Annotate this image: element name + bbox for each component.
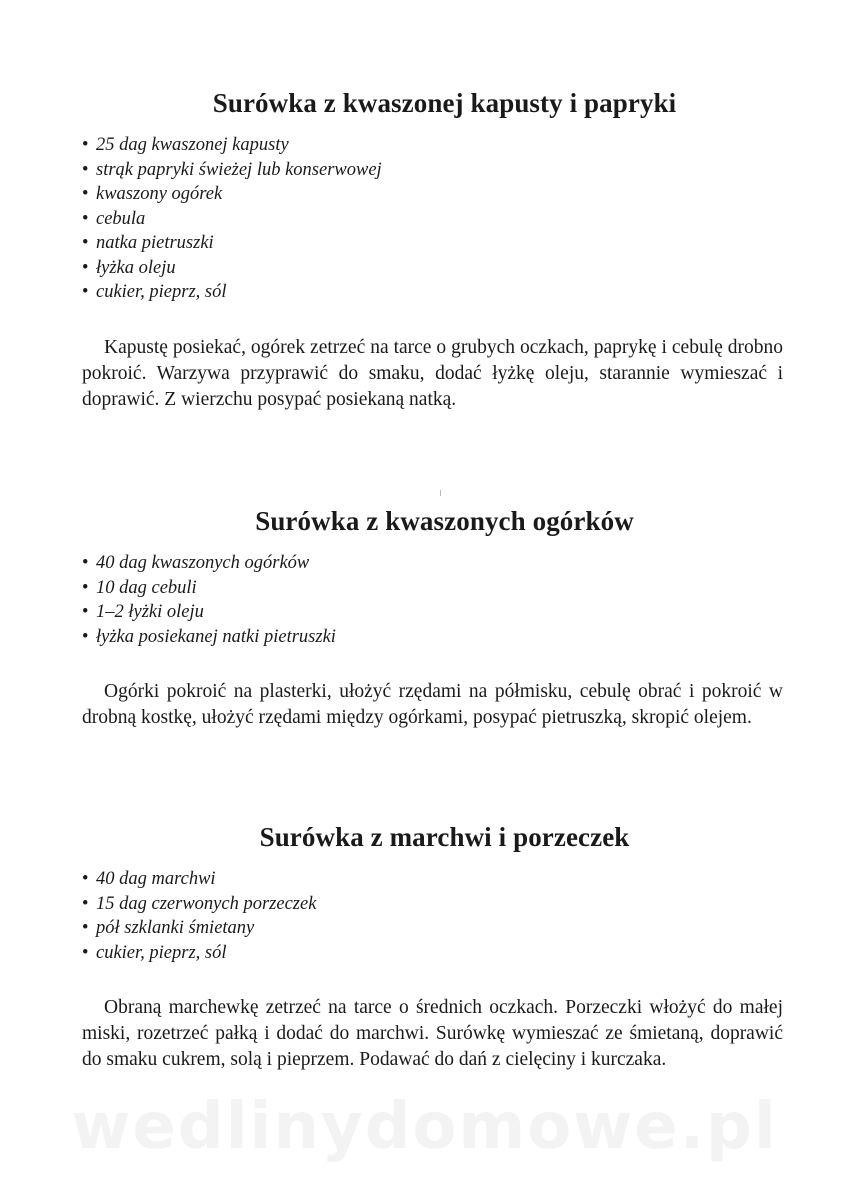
ingredient-list <box>0 867 849 965</box>
recipe-ogorki <box>0 506 849 731</box>
ingredient-item: • łyżka oleju <box>82 256 849 281</box>
ingredient-item: • 15 dag czerwonych porzeczek <box>82 892 849 917</box>
bullet-icon: • <box>82 602 89 622</box>
bullet-icon: • <box>82 208 89 229</box>
ingredient-item: • 10 dag cebuli <box>82 576 849 601</box>
bullet-icon: • <box>82 282 89 302</box>
recipe-instructions: Ogórki pokroić na plasterki, ułożyć rzędami na półmisku, cebulę obrać i pokroić w drobną kostkę, ułożyć rzędami między ogórkami, posypać pietruszką, skropić olejem. <box>82 681 783 728</box>
recipe-instructions: Obraną marchewkę zetrzeć na tarce o średnich oczkach. Porzeczki włożyć do małej miski, rozetrzeć pałką i dodać do marchwi. Surówkę wymieszać ze śmietaną, doprawić do smaku cukrem, solą i pieprzem. Podawać do dań z cielęciny i kurczaka. <box>82 997 783 1070</box>
ingredient-item: • natka pietruszki <box>82 231 849 256</box>
recipe-kapusta-papryka <box>0 88 849 413</box>
ingredient-item: • łyżka posiekanej natki pietruszki <box>82 625 849 650</box>
scan-speck <box>440 490 441 496</box>
bullet-icon: • <box>82 918 89 938</box>
bullet-icon: • <box>82 577 89 598</box>
bullet-icon: • <box>82 553 89 573</box>
ingredient-item: • 25 dag kwaszonej kapusty <box>82 133 849 158</box>
bullet-icon: • <box>82 893 89 914</box>
ingredient-list <box>0 133 849 305</box>
bullet-icon: • <box>82 233 89 253</box>
bullet-icon: • <box>82 184 89 204</box>
recipe-instructions: Kapustę posiekać, ogórek zetrzeć na tarce o grubych oczkach, paprykę i cebulę drobno pokroić. Warzywa przyprawić do smaku, dodać łyżkę oleju, starannie wymieszać i doprawić. Z wierzchu posypać posiekaną natką. <box>82 336 783 410</box>
bullet-icon: • <box>82 626 89 647</box>
bullet-icon: • <box>82 257 89 278</box>
ingredient-item: • 1–2 łyżki oleju <box>82 600 849 625</box>
watermark: wedlinydomowe.pl <box>71 1090 778 1164</box>
recipe-marchew-porzeczki <box>0 822 849 1073</box>
ingredient-item: • cukier, pieprz, sól <box>82 280 849 305</box>
ingredient-item: • strąk papryki świeżej lub konserwowej <box>82 158 849 183</box>
ingredient-list <box>0 551 849 649</box>
ingredient-item: • cukier, pieprz, sól <box>82 941 849 966</box>
ingredient-item: • 40 dag marchwi <box>82 867 849 892</box>
ingredient-item: • cebula <box>82 207 849 232</box>
ingredient-item: • 40 dag kwaszonych ogórków <box>82 551 849 576</box>
bullet-icon: • <box>82 942 89 963</box>
recipe-title: Surówka z kwaszonej kapusty i papryki <box>212 88 677 118</box>
bullet-icon: • <box>82 135 89 155</box>
recipe-title: Surówka z marchwi i porzeczek <box>259 822 630 852</box>
bullet-icon: • <box>82 159 89 180</box>
recipe-title: Surówka z kwaszonych ogórków <box>255 506 634 536</box>
ingredient-item: • pół szklanki śmietany <box>82 916 849 941</box>
ingredient-item: • kwaszony ogórek <box>82 182 849 207</box>
bullet-icon: • <box>82 869 89 889</box>
